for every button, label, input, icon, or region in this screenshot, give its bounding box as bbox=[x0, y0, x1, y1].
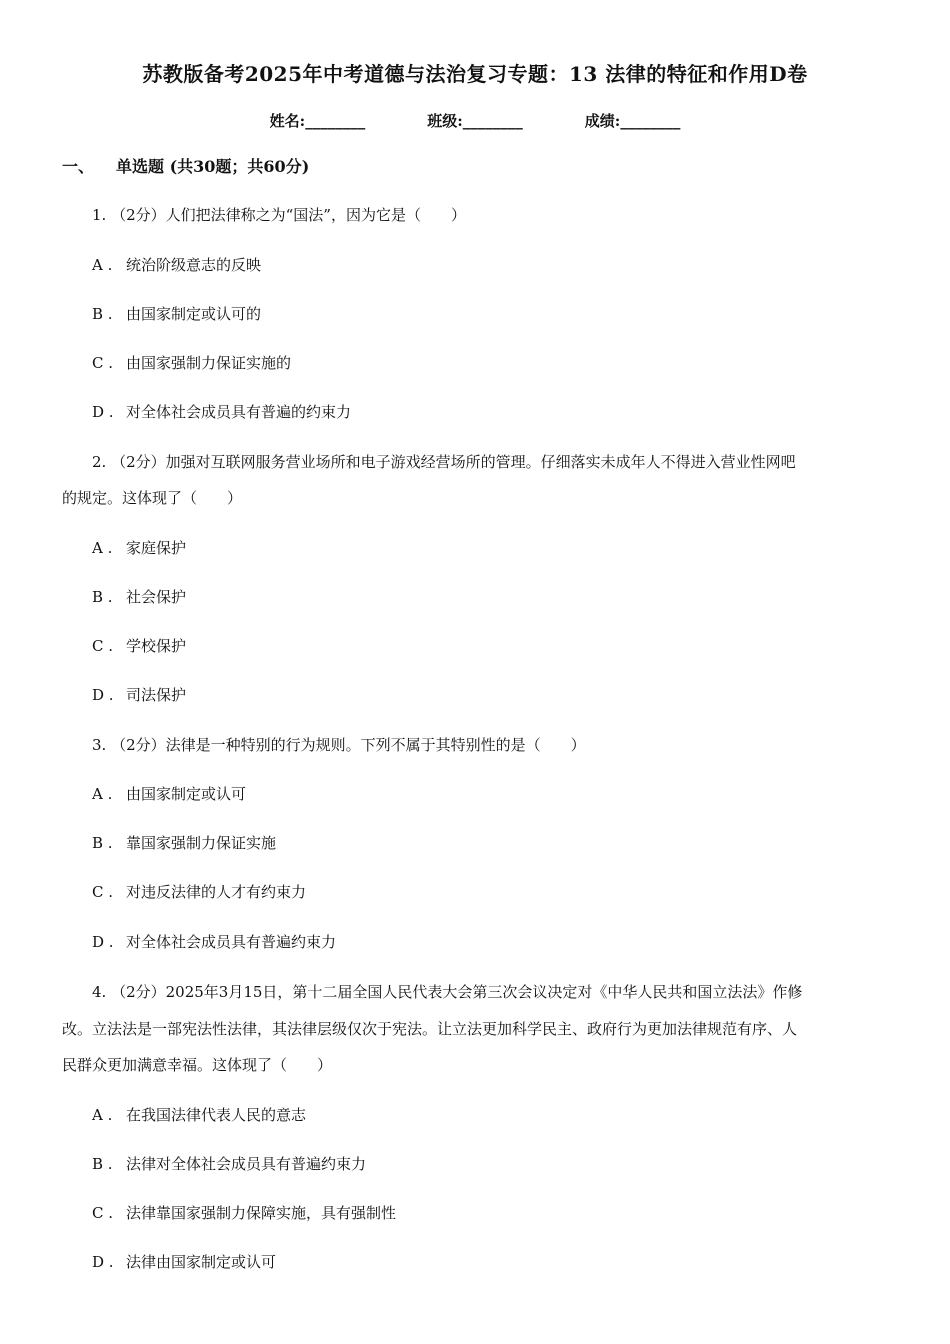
option-text: 由国家制定或认可的 bbox=[126, 305, 262, 323]
option-text: 统治阶级意志的反映 bbox=[126, 256, 262, 274]
option-text: 在我国法律代表人民的意志 bbox=[126, 1106, 307, 1124]
option-text: 由国家强制力保证实施的 bbox=[126, 354, 292, 372]
class-label: 班级: bbox=[427, 112, 463, 130]
question-2-option-c[interactable] bbox=[92, 636, 186, 656]
option-text: 对违反法律的人才有约束力 bbox=[126, 883, 307, 901]
score-blank: ________ bbox=[620, 112, 681, 130]
question-2-stem-cont: 的规定。这体现了（ ） bbox=[62, 489, 243, 507]
question-3-stem: 3. （2分）法律是一种特别的行为规则。下列不属于其特别性的是（ ） bbox=[92, 736, 586, 754]
question-3-option-c[interactable] bbox=[92, 882, 306, 902]
question-3-option-d[interactable] bbox=[92, 932, 336, 952]
option-letter: D . bbox=[92, 1253, 114, 1271]
page-title: 苏教版备考2025年中考道德与法治复习专题：13 法律的特征和作用D卷 bbox=[142, 62, 808, 86]
question-2-option-a[interactable] bbox=[92, 538, 186, 558]
score-label: 成绩: bbox=[584, 112, 621, 130]
class-field bbox=[427, 110, 523, 131]
option-letter: D . bbox=[92, 933, 114, 951]
question-4-option-a[interactable] bbox=[92, 1105, 306, 1125]
option-letter: A . bbox=[92, 256, 113, 274]
question-4-option-d[interactable] bbox=[92, 1252, 276, 1272]
option-text: 靠国家强制力保证实施 bbox=[126, 834, 277, 852]
question-4-stem-cont-2: 民群众更加满意幸福。这体现了（ ） bbox=[62, 1056, 333, 1074]
class-blank: ________ bbox=[462, 112, 523, 130]
question-3-option-b[interactable] bbox=[92, 833, 276, 853]
student-info-row bbox=[0, 110, 950, 131]
name-field bbox=[270, 110, 366, 131]
option-text: 法律对全体社会成员具有普遍约束力 bbox=[126, 1155, 367, 1173]
section-number: 一、 bbox=[62, 157, 95, 176]
question-1-option-d[interactable] bbox=[92, 402, 351, 422]
question-1-option-c[interactable] bbox=[92, 353, 291, 373]
score-field bbox=[585, 110, 681, 131]
option-text: 司法保护 bbox=[126, 686, 187, 704]
option-letter: C . bbox=[92, 1204, 114, 1222]
option-letter: B . bbox=[92, 305, 113, 323]
question-3-option-a[interactable] bbox=[92, 784, 246, 804]
option-text: 对全体社会成员具有普遍的约束力 bbox=[126, 403, 352, 421]
section-heading bbox=[62, 154, 309, 177]
option-letter: D . bbox=[92, 686, 114, 704]
question-2-option-d[interactable] bbox=[92, 685, 186, 705]
question-1-option-a[interactable] bbox=[92, 255, 261, 275]
option-letter: C . bbox=[92, 883, 114, 901]
option-letter: C . bbox=[92, 637, 114, 655]
option-letter: B . bbox=[92, 588, 113, 606]
section-label: 单选题 (共30题；共60分) bbox=[116, 157, 310, 176]
question-4-stem: 4. （2分）2025年3月15日，第十二届全国人民代表大会第三次会议决定对《中华人民共和国立法法》作修 bbox=[92, 983, 803, 1001]
question-1-option-b[interactable] bbox=[92, 304, 261, 324]
option-text: 法律由国家制定或认可 bbox=[126, 1253, 277, 1271]
question-4-stem-cont-1: 改。立法法是一部宪法性法律，其法律层级仅次于宪法。让立法更加科学民主、政府行为更加法律规范有序、人 bbox=[62, 1020, 798, 1038]
name-blank: ________ bbox=[305, 112, 366, 130]
option-letter: D . bbox=[92, 403, 114, 421]
option-text: 对全体社会成员具有普遍约束力 bbox=[126, 933, 337, 951]
question-4-option-b[interactable] bbox=[92, 1154, 366, 1174]
option-text: 社会保护 bbox=[126, 588, 187, 606]
question-2-stem: 2. （2分）加强对互联网服务营业场所和电子游戏经营场所的管理。仔细落实未成年人不得进入营业性网吧 bbox=[92, 453, 796, 471]
option-letter: B . bbox=[92, 834, 113, 852]
name-label: 姓名: bbox=[269, 112, 306, 130]
question-2-option-b[interactable] bbox=[92, 587, 186, 607]
option-letter: A . bbox=[92, 785, 113, 803]
option-letter: A . bbox=[92, 539, 113, 557]
option-letter: C . bbox=[92, 354, 114, 372]
option-text: 学校保护 bbox=[126, 637, 187, 655]
question-1-stem: 1. （2分）人们把法律称之为“国法”，因为它是（ ） bbox=[92, 206, 466, 224]
question-4-option-c[interactable] bbox=[92, 1203, 396, 1223]
option-letter: B . bbox=[92, 1155, 113, 1173]
option-text: 家庭保护 bbox=[126, 539, 187, 557]
option-text: 由国家制定或认可 bbox=[126, 785, 247, 803]
option-text: 法律靠国家强制力保障实施，具有强制性 bbox=[126, 1204, 397, 1222]
option-letter: A . bbox=[92, 1106, 113, 1124]
